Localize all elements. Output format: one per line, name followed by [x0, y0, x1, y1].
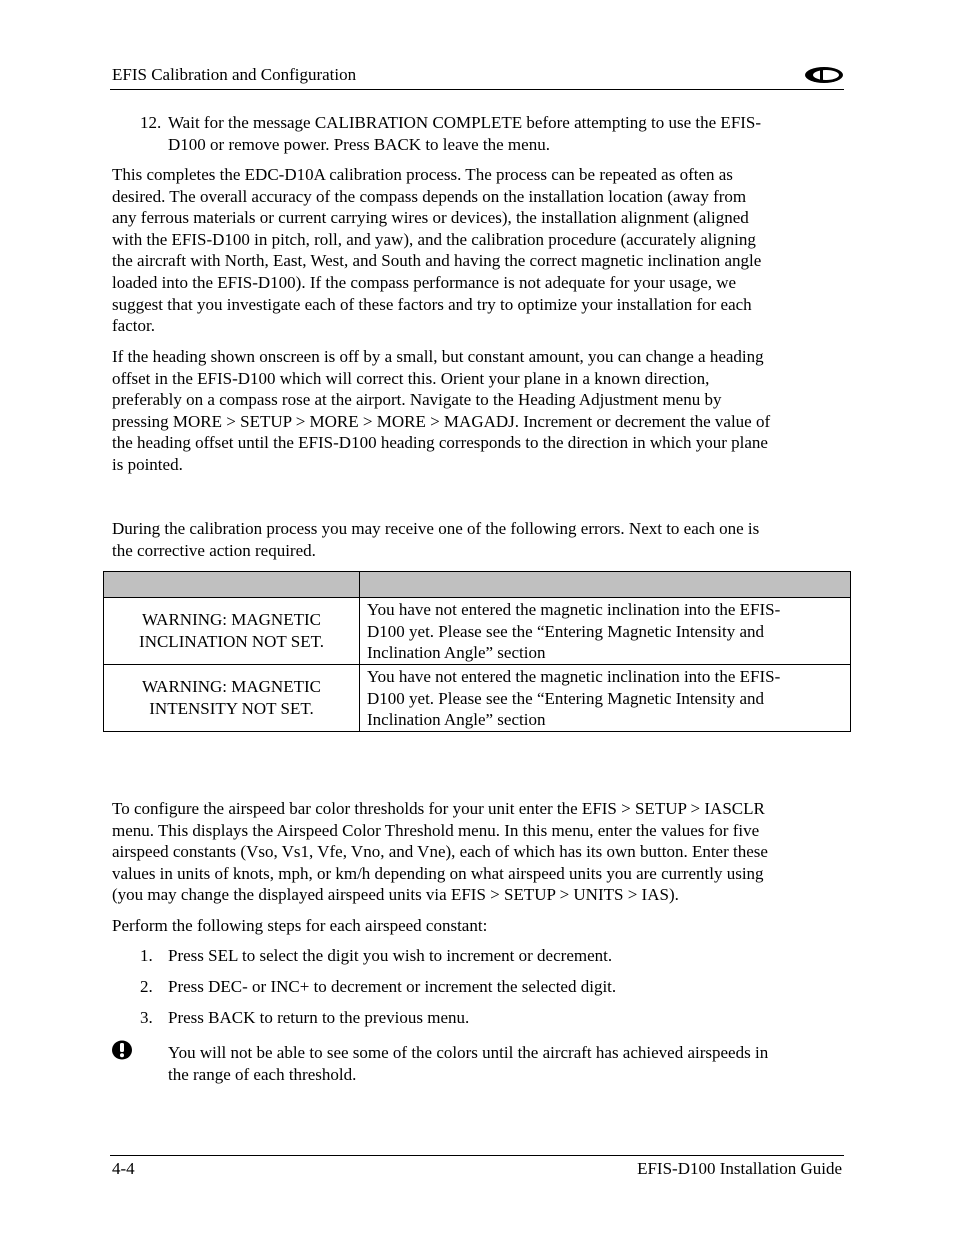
page-header-title: EFIS Calibration and Configuration: [112, 65, 357, 84]
error-text-line: INTENSITY NOT SET.: [149, 699, 314, 718]
table-header-cell-error: [104, 572, 360, 598]
text-line: the corrective action required.: [112, 540, 316, 560]
step-text-line: D100 or remove power. Press BACK to leave the menu.: [168, 134, 550, 154]
list-item: [140, 1007, 840, 1029]
step-number: 2.: [140, 977, 153, 996]
paragraph-calibration-complete: [112, 164, 844, 337]
error-message-cell: [104, 598, 360, 665]
text-line: If the heading shown onscreen is off by a small, but constant amount, you can change a heading: [112, 347, 764, 366]
corrective-action-cell: [360, 598, 851, 665]
action-text-line: You have not entered the magnetic inclination into the EFIS-: [367, 600, 781, 619]
table-row: [104, 598, 851, 665]
text-line: loaded into the EFIS-D100). If the compass performance is not adequate for your usage, we: [112, 272, 737, 292]
step-text: Press SEL to select the digit you wish to increment or decrement.: [168, 946, 613, 965]
error-text-line: INCLINATION NOT SET.: [139, 632, 324, 651]
text-line: preferably on a compass rose at the airport. Navigate to the Heading Adjustment menu by: [112, 390, 722, 410]
table-header-cell-action: [360, 572, 851, 598]
paragraph-steps-intro: Perform the following steps for each airspeed constant:: [112, 916, 488, 935]
error-message-cell: [104, 665, 360, 732]
action-text-line: Inclination Angle” section: [367, 643, 546, 663]
text-line: the aircraft with North, East, West, and South and having the correct magnetic inclination angle: [112, 251, 762, 271]
error-table: [103, 571, 851, 732]
footer-rule: [110, 1155, 844, 1156]
text-line: any ferrous materials or current carrying wires or devices), the installation alignment (aligned: [112, 208, 749, 228]
paragraph-errors-intro: [112, 518, 844, 561]
step-text-line: Wait for the message CALIBRATION COMPLETE before attempting to use the EFIS-: [168, 113, 762, 132]
text-line: the range of each threshold.: [168, 1064, 357, 1084]
step-number: 1.: [140, 946, 153, 965]
table-header-row: [104, 572, 851, 598]
text-line: suggest that you investigate each of these factors and try to optimize your installation for each: [112, 294, 752, 314]
action-text-line: You have not entered the magnetic inclination into the EFIS-: [367, 667, 781, 686]
text-line: You will not be able to see some of the colors until the aircraft has achieved airspeeds in: [168, 1043, 769, 1062]
corrective-action-cell: [360, 665, 851, 732]
note-text: [168, 1042, 844, 1085]
text-line: with the EFIS-D100 in pitch, roll, and yaw), and the calibration procedure (accurately aligning: [112, 229, 756, 249]
step-number: 3.: [140, 1008, 153, 1027]
text-line: (you may change the displayed airspeed units via EFIS > SETUP > UNITS > IAS).: [112, 885, 679, 905]
warning-exclamation-icon: [111, 1039, 133, 1061]
list-item: [140, 945, 840, 967]
text-line: To configure the airspeed bar color thresholds for your unit enter the EFIS > SETUP > IASCLR: [112, 799, 765, 818]
action-text-line: Inclination Angle” section: [367, 710, 546, 730]
step-number: 12.: [140, 113, 162, 132]
error-text-line: WARNING: MAGNETIC: [142, 677, 321, 697]
step-text: Press DEC- or INC+ to decrement or increment the selected digit.: [168, 977, 617, 996]
text-line: During the calibration process you may receive one of the following errors. Next to each one is: [112, 519, 760, 538]
action-text-line: D100 yet. Please see the “Entering Magnetic Intensity and: [367, 621, 765, 641]
step-text: Press BACK to return to the previous menu.: [168, 1008, 470, 1027]
text-line: pressing MORE > SETUP > MORE > MORE > MAGADJ. Increment or decrement the value of: [112, 411, 771, 431]
paragraph-heading-offset: [112, 346, 844, 476]
text-line: This completes the EDC-D10A calibration process. The process can be repeated as often as: [112, 165, 733, 184]
text-line: menu. This displays the Airspeed Color Threshold menu. In this menu, enter the values for five: [112, 820, 760, 840]
list-item: [140, 976, 840, 998]
footer-guide-title: EFIS-D100 Installation Guide: [637, 1159, 842, 1178]
text-line: airspeed constants (Vso, Vs1, Vfe, Vno, and Vne), each of which has its own button. Enter these: [112, 842, 768, 862]
paragraph-airspeed-config: [112, 798, 844, 906]
text-line: is pointed.: [112, 454, 183, 474]
text-line: desired. The overall accuracy of the compass depends on the installation location (away from: [112, 186, 747, 206]
error-text-line: WARNING: MAGNETIC: [142, 610, 321, 630]
text-line: offset in the EFIS-D100 which will correct this. Orient your plane in a known direction,: [112, 368, 710, 388]
text-line: factor.: [112, 316, 155, 336]
action-text-line: D100 yet. Please see the “Entering Magnetic Intensity and: [367, 688, 765, 708]
step-12: [140, 112, 840, 155]
text-line: values in units of knots, mph, or km/h depending on what airspeed units you are currently using: [112, 863, 764, 883]
page-number: 4-4: [112, 1159, 135, 1178]
dynon-logo-icon: [803, 64, 845, 86]
text-line: the heading offset until the EFIS-D100 heading corresponds to the direction in which your plane: [112, 433, 768, 453]
table-row: [104, 665, 851, 732]
header-rule: [110, 89, 844, 90]
